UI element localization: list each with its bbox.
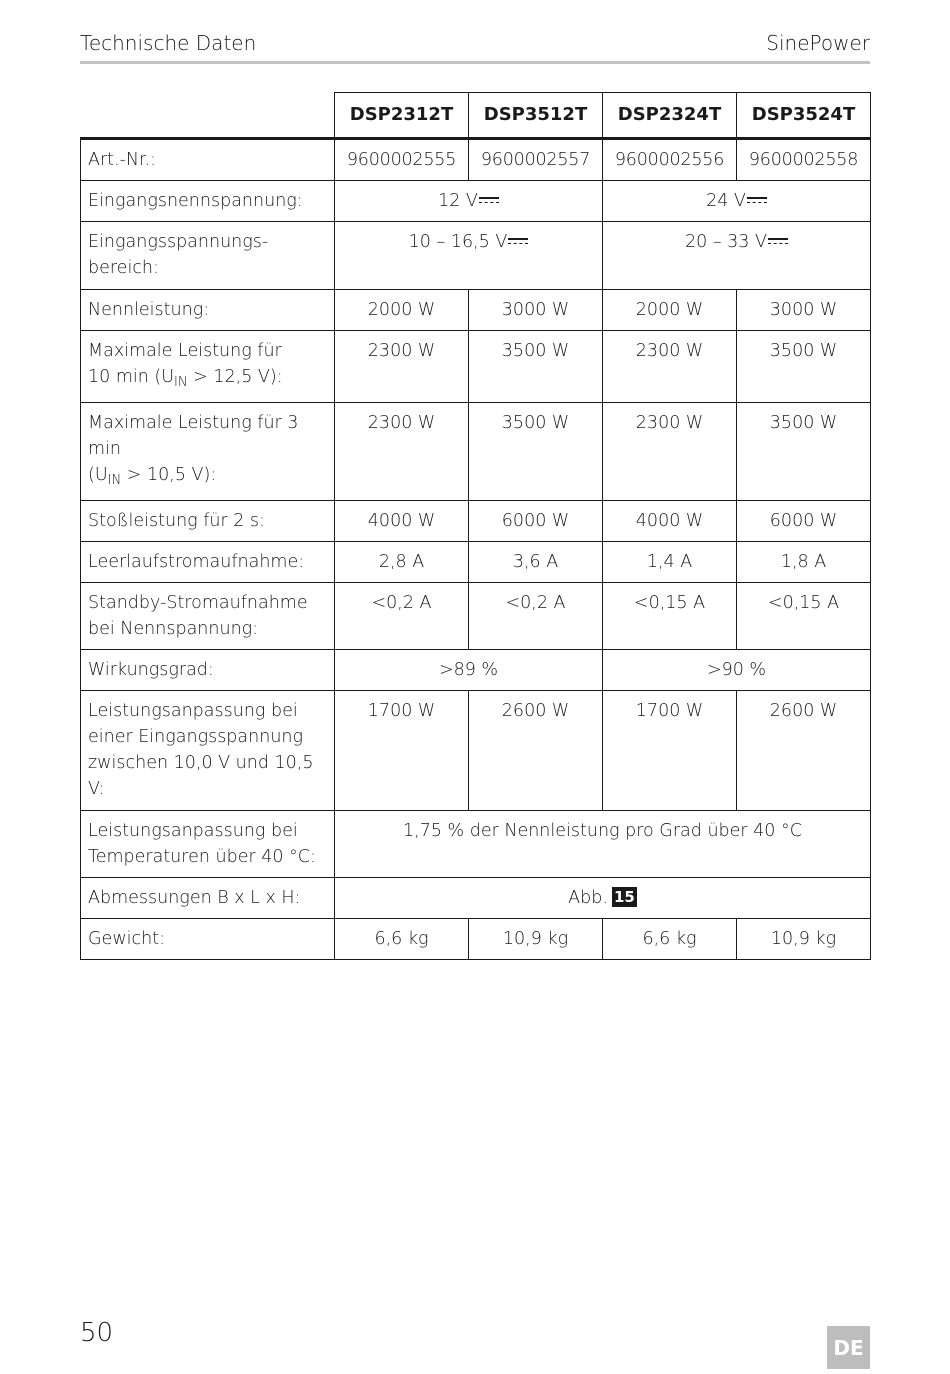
table-row [81, 878, 871, 919]
table-cell: 4000 W [335, 501, 469, 542]
table-cell: 9600002555 [335, 139, 469, 181]
table-cell [603, 222, 871, 290]
header-rule [80, 61, 870, 64]
table-cell: 2600 W [737, 691, 871, 811]
row-label: Leerlaufstromaufnahme: [81, 542, 335, 583]
table-cell: 9600002557 [469, 139, 603, 181]
table-cell: 6,6 kg [603, 919, 737, 960]
table-cell: 2300 W [335, 331, 469, 403]
section-title: Technische Daten [80, 31, 257, 55]
row-label [81, 403, 335, 501]
product-name: SinePower [766, 31, 870, 55]
table-row [81, 650, 871, 691]
language-badge: DE [827, 1326, 870, 1369]
table-cell: <0,15 A [603, 583, 737, 650]
model-header: DSP2324T [603, 93, 737, 139]
cell-text: 12 V [438, 191, 478, 211]
table-row [81, 811, 871, 878]
table-cell: >89 % [335, 650, 603, 691]
table-cell [335, 222, 603, 290]
label-line: zwischen 10,0 V und 10,5 V: [88, 753, 314, 799]
header-empty-cell [81, 93, 335, 139]
table-cell: 3000 W [737, 290, 871, 331]
label-line: Maximale Leistung für [88, 341, 282, 361]
table-cell: 6000 W [469, 501, 603, 542]
table-cell [335, 878, 871, 919]
row-label [81, 691, 335, 811]
table-cell: 2,8 A [335, 542, 469, 583]
row-label: Nennleistung: [81, 290, 335, 331]
row-label: Eingangsnennspannung: [81, 181, 335, 222]
table-cell: 6,6 kg [335, 919, 469, 960]
table-row [81, 403, 871, 501]
table-cell: 2300 W [335, 403, 469, 501]
page-number: 50 [80, 1318, 114, 1348]
table-row [81, 501, 871, 542]
table-cell: 2000 W [335, 290, 469, 331]
technical-data-table [80, 92, 871, 960]
table-row [81, 583, 871, 650]
label-line: 10 $\min (U_{IN} > 12,5$ V): [88, 367, 283, 390]
table-cell: 10,9 kg [469, 919, 603, 960]
row-label: Stoßleistung für 2 s: [81, 501, 335, 542]
table-cell: 10,9 kg [737, 919, 871, 960]
table-row [81, 181, 871, 222]
table-cell: 1,8 A [737, 542, 871, 583]
row-label: Gewicht: [81, 919, 335, 960]
figure-number-badge: 15 [613, 888, 635, 906]
table-cell: 3,6 A [469, 542, 603, 583]
table-cell: 2000 W [603, 290, 737, 331]
table-row [81, 290, 871, 331]
table-row [81, 691, 871, 811]
row-label [81, 583, 335, 650]
table-header-row [81, 93, 871, 139]
label-line: Leistungsanpassung bei [88, 821, 298, 841]
table-row [81, 139, 871, 181]
label-line: Standby-Stromaufnahme [88, 593, 308, 613]
label-line: bereich: [88, 258, 159, 278]
label-line: ($U_{IN} > 10,5$ V): [88, 465, 217, 488]
table-cell: <0,15 A [737, 583, 871, 650]
figure-reference: Abb. [568, 888, 608, 908]
table-cell: 1,75 % der Nennleistung pro Grad über 40 °C [335, 811, 871, 878]
table-cell [603, 181, 871, 222]
label-line: bei Nennspannung: [88, 619, 259, 639]
model-header: DSP2312T [335, 93, 469, 139]
table-cell: 1,4 A [603, 542, 737, 583]
table-cell: 3500 W [737, 331, 871, 403]
label-line: Eingangsspannungs- [88, 232, 269, 252]
label-line: einer Eingangsspannung [88, 727, 304, 747]
table-cell: <0,2 A [469, 583, 603, 650]
model-header: DSP3512T [469, 93, 603, 139]
model-header: DSP3524T [737, 93, 871, 139]
cell-text: 20 – 33 V [685, 232, 767, 252]
table-cell [335, 181, 603, 222]
table-row [81, 222, 871, 290]
table-row [81, 331, 871, 403]
table-cell: 4000 W [603, 501, 737, 542]
table-cell: 3500 W [469, 403, 603, 501]
dc-symbol-icon [768, 236, 788, 246]
table-cell: 9600002558 [737, 139, 871, 181]
table-cell: <0,2 A [335, 583, 469, 650]
table-row [81, 919, 871, 960]
label-line: Leistungsanpassung bei [88, 701, 298, 721]
row-label: Art.-Nr.: [81, 139, 335, 181]
dc-symbol-icon [479, 195, 499, 205]
table-cell: 2600 W [469, 691, 603, 811]
row-label [81, 811, 335, 878]
table-cell: 3500 W [469, 331, 603, 403]
row-label: Wirkungsgrad: [81, 650, 335, 691]
table-cell: >90 % [603, 650, 871, 691]
table-cell: 2300 W [603, 403, 737, 501]
label-line: Maximale Leistung für 3 min [88, 413, 299, 459]
dc-symbol-icon [747, 195, 767, 205]
row-label [81, 222, 335, 290]
table-cell: 3500 W [737, 403, 871, 501]
row-label: Abmessungen B x L x H: [81, 878, 335, 919]
label-line: Temperaturen über 40 °C: [88, 847, 316, 867]
table-cell: 1700 W [603, 691, 737, 811]
cell-text: 24 V [706, 191, 746, 211]
table-cell: 6000 W [737, 501, 871, 542]
table-cell: 9600002556 [603, 139, 737, 181]
dc-symbol-icon [508, 236, 528, 246]
row-label [81, 331, 335, 403]
table-cell: 2300 W [603, 331, 737, 403]
table-row [81, 542, 871, 583]
table-cell: 1700 W [335, 691, 469, 811]
cell-text: 10 – 16,5 V [408, 232, 508, 252]
table-cell: 3000 W [469, 290, 603, 331]
